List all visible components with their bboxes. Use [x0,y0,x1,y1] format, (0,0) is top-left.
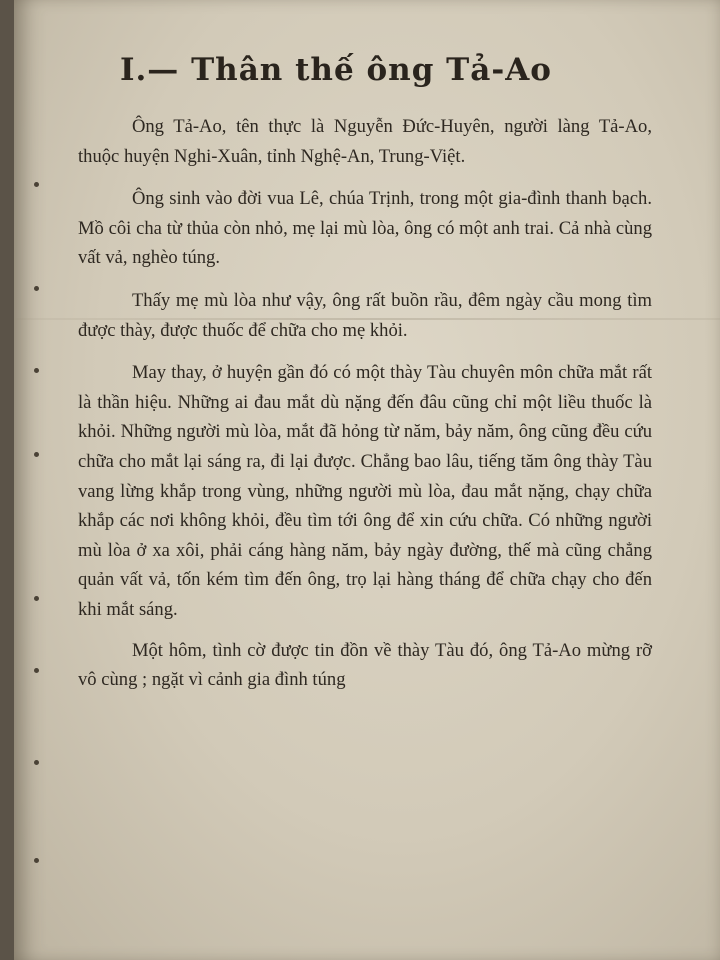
binding-stitch-hole [34,596,39,601]
binding-stitch-hole [34,858,39,863]
binding-stitch-hole [34,182,39,187]
binding-stitch-hole [34,668,39,673]
binding-stitch-hole [34,368,39,373]
paragraph: May thay, ở huyện gần đó có một thày Tàu chuyên môn chữa mắt rất là thần hiệu. Những ai đau mắt dù nặng đến đâu cũng chỉ một liều thuốc là khỏi. Những người mù lòa, mắt đã hỏng từ năm, bảy năm, ông cũng đều cứu chữa cho mắt lại sáng ra, đi lại được. Chẳng bao lâu, tiếng tăm ông thày Tàu vang lừng khắp trong vùng, những người mù lòa, đau mắt nặng, chạy chữa khắp các nơi không khỏi, đều tìm tới ông để xin cứu chữa. Có những người mù lòa ở xa xôi, phải cáng hàng năm, bảy ngày đường, thế mà cũng chẳng quản vất vả, tốn kém tìm đến ông, trọ lại hàng tháng để chữa chạy cho đến khi mắt sáng. [78,362,652,620]
paragraph: Ông Tả-Ao, tên thực là Nguyễn Đức-Huyên, người làng Tả-Ao, thuộc huyện Nghi-Xuân, tỉnh Nghệ-An, Trung-Việt. [78,116,652,167]
chapter-title: I.— Thân thế ông Tả-Ao [120,52,552,88]
binding-stitch-hole [34,286,39,291]
paragraph: Một hôm, tình cờ được tin đồn về thày Tàu đó, ông Tả-Ao mừng rỡ vô cùng ; ngặt vì cảnh gia đình túng [78,639,652,691]
binding-stitch-hole [34,452,39,457]
paragraph: Ông sinh vào đời vua Lê, chúa Trịnh, trong một gia-đình thanh bạch. Mồ côi cha từ thủa còn nhỏ, mẹ lại mù lòa, ông có một anh trai. Cả nhà cùng vất vả, nghèo túng. [78,188,652,269]
binding-stitch-hole [34,760,39,765]
paragraph: Thấy mẹ mù lòa như vậy, ông rất buồn rầu, đêm ngày cầu mong tìm được thày, được thuốc để chữa cho mẹ khỏi. [78,289,652,341]
book-page [14,0,720,960]
chapter-body [78,112,652,708]
